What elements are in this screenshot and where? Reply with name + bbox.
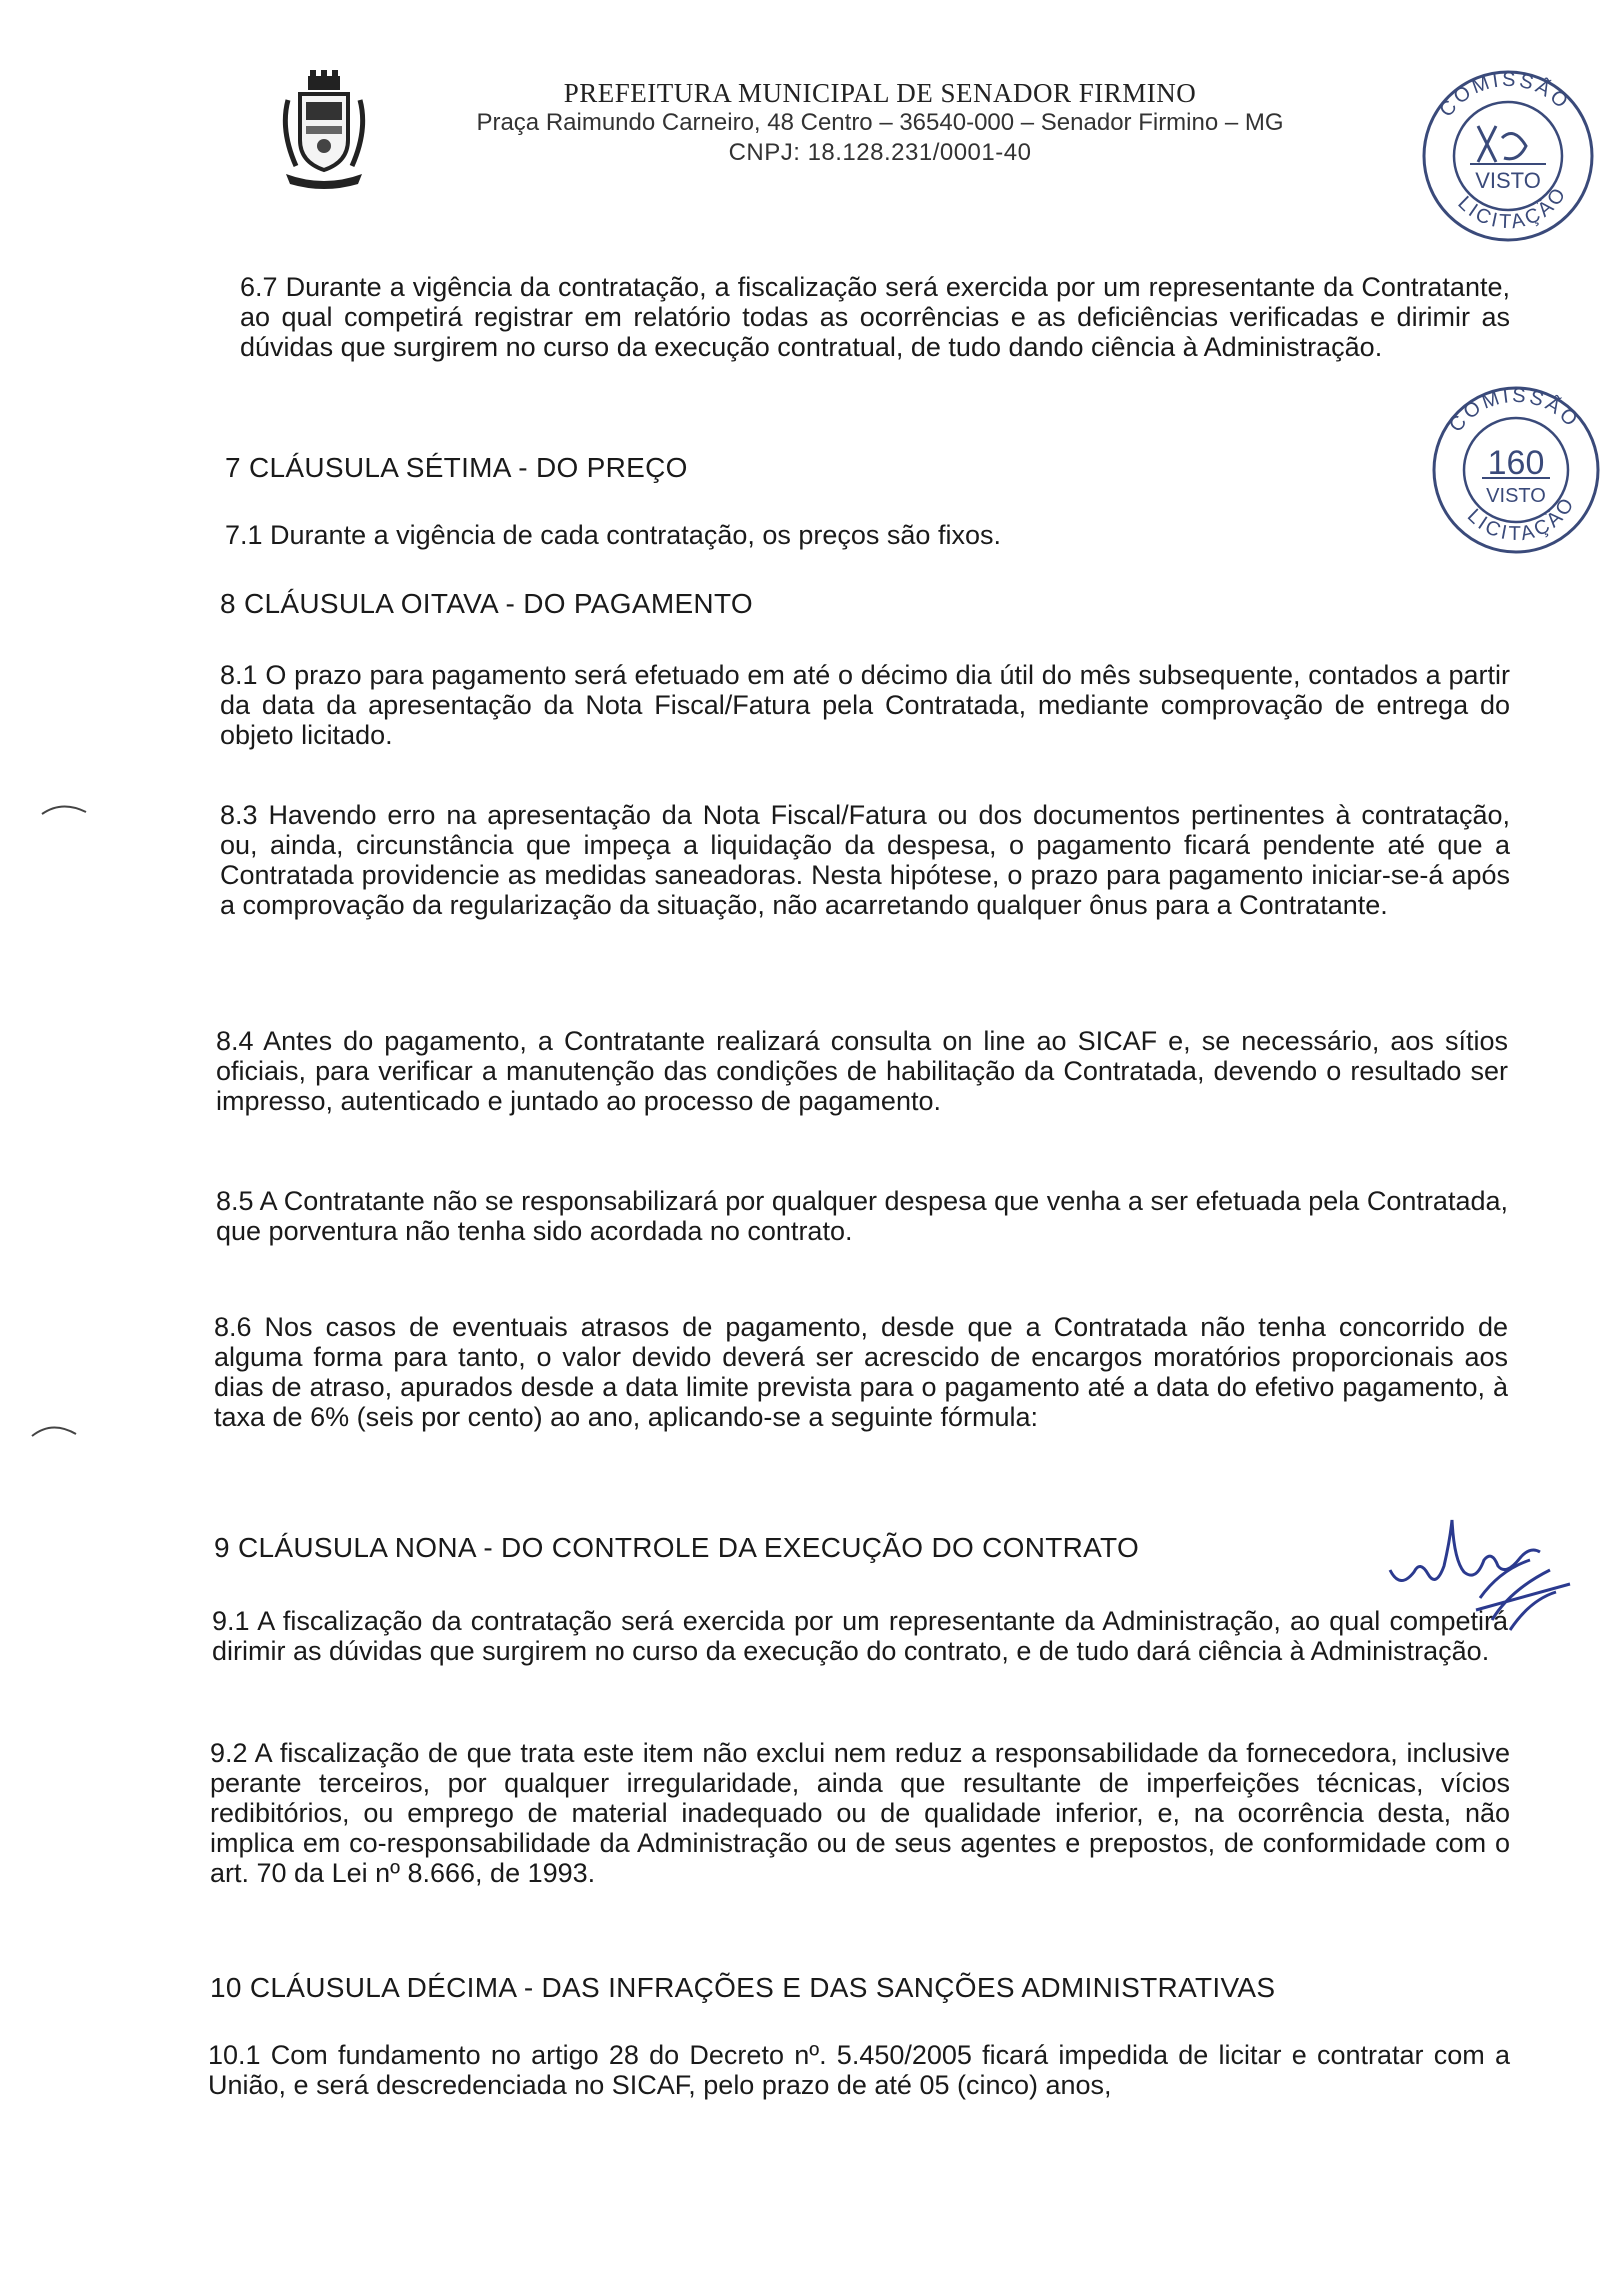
- clause-8-4-paragraph: 8.4 Antes do pagamento, a Contratante realizará consulta on line ao SICAF e, se necessário, aos sítios oficiais, para verificar a manutenção das condições de habilitação da Contratada, devendo o resultado ser impresso, autenticado e juntado ao processo de pagamento.: [216, 1026, 1508, 1116]
- clause-6-7-paragraph: 6.7 Durante a vigência da contratação, a fiscalização será exercida por um representante da Contratante, ao qual competirá registrar em relatório todas as ocorrências e as deficiências verificadas e dirimir as dúvidas que surgirem no curso da execução contratual, de tudo dando ciência à Administração.: [240, 272, 1510, 362]
- stamp-visto-text: VISTO: [1475, 168, 1541, 193]
- clause-8-heading: 8 CLÁUSULA OITAVA - DO PAGAMENTO: [220, 588, 753, 619]
- municipality-address: Praça Raimundo Carneiro, 48 Centro – 36540-000 – Senador Firmino – MG: [476, 109, 1284, 136]
- clause-10-heading: 10 CLÁUSULA DÉCIMA - DAS INFRAÇÕES E DAS SANÇÕES ADMINISTRATIVAS: [210, 1972, 1276, 2003]
- svg-text:COMISSÃO: [1435, 69, 1574, 122]
- stamp-arc-bottom-text: LICITAÇÃO: [1453, 182, 1572, 234]
- clause-7-heading: 7 CLÁUSULA SÉTIMA - DO PREÇO: [225, 452, 688, 483]
- commission-page-number-stamp: [1420, 380, 1600, 560]
- clause-9-heading: 9 CLÁUSULA NONA - DO CONTROLE DA EXECUÇÃO DO CONTRATO: [214, 1532, 1140, 1563]
- clause-9-2-paragraph: 9.2 A fiscalização de que trata este item não exclui nem reduz a responsabilidade da fornecedora, inclusive perante terceiros, por qualquer irregularidade, ainda que resultante de imperfeições técnicas, vícios redibitórios, ou emprego de material inadequado ou de qualidade inferior, e, na ocorrência desta, não implica em co-responsabilidade da Administração ou de seus agentes e prepostos, de conformidade com o art. 70 da Lei nº 8.666, de 1993.: [210, 1738, 1510, 1888]
- clause-7-1-paragraph: 7.1 Durante a vigência de cada contratação, os preços são fixos.: [225, 520, 1001, 550]
- municipal-crest-logo: [278, 70, 370, 190]
- clause-8-3-paragraph: 8.3 Havendo erro na apresentação da Nota Fiscal/Fatura ou dos documentos pertinentes à contratação, ou, ainda, circunstância que impeça a liquidação da despesa, o pagamento ficará pendente até que a Contratada providencie as medidas saneadoras. Nesta hipótese, o prazo para pagamento iniciar-se-á após a comprovação da regularização da situação, não acarretando qualquer ônus para a Contratante.: [220, 800, 1510, 920]
- stamp-arc-top-text: COMISSÃO: [1435, 68, 1574, 122]
- letterhead: [380, 78, 1380, 168]
- stamp-page-number: 160: [1487, 444, 1545, 482]
- clause-8-1-paragraph: 8.1 O prazo para pagamento será efetuado em até o décimo dia útil do mês subsequente, contados a partir da data da apresentação da Nota Fiscal/Fatura pela Contratada, mediante comprovação de entrega do objeto licitado.: [220, 660, 1510, 750]
- clause-8-5-paragraph: 8.5 A Contratante não se responsabilizará por qualquer despesa que venha a ser efetuada pela Contratada, que porventura não tenha sido acordada no contrato.: [216, 1186, 1508, 1246]
- margin-mark: [30, 1420, 80, 1445]
- commission-visto-stamp: [1418, 66, 1598, 246]
- stamp2-arc-bottom-text: LICITAÇÃO: [1462, 492, 1580, 546]
- svg-text:COMISSÃO: [1445, 385, 1583, 437]
- municipality-name: PREFEITURA MUNICIPAL DE SENADOR FIRMINO: [563, 78, 1197, 108]
- stamp2-visto-text: VISTO: [1486, 485, 1546, 507]
- clause-8-6-paragraph: 8.6 Nos casos de eventuais atrasos de pagamento, desde que a Contratada não tenha concorrido de alguma forma para tanto, o valor devido deverá ser acrescido de encargos moratórios proporcionais aos dias de atraso, apurados desde a data limite prevista para o pagamento até a data do efetivo pagamento, à taxa de 6% (seis por cento) ao ano, aplicando-se a seguinte fórmula:: [214, 1312, 1508, 1432]
- clause-10-1-paragraph: 10.1 Com fundamento no artigo 28 do Decreto nº. 5.450/2005 ficará impedida de licitar e contratar com a União, e será descredenciada no SICAF, pelo prazo de até 05 (cinco) anos,: [208, 2040, 1510, 2100]
- municipality-cnpj: CNPJ: 18.128.231/0001-40: [728, 139, 1032, 166]
- clause-9-1-paragraph: 9.1 A fiscalização da contratação será exercida por um representante da Administração, ao qual competirá dirimir as dúvidas que surgirem no curso da execução do contrato, e de tudo dará ciência à Administração.: [212, 1606, 1508, 1666]
- handwritten-signature: [1380, 1500, 1600, 1650]
- margin-mark: [40, 800, 90, 825]
- stamp2-arc-top-text: COMISSÃO: [1445, 384, 1584, 437]
